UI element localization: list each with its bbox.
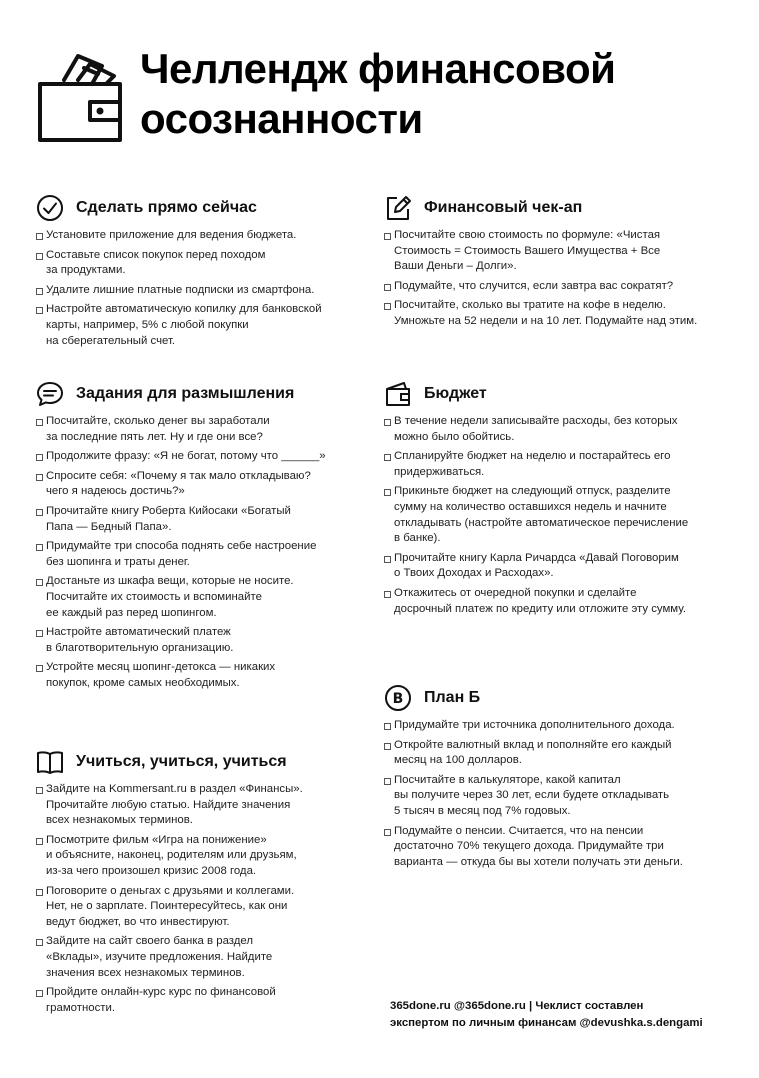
checklist-item: Спросите себя: «Почему я так мало откладываю? чего я надеюсь достичь?» [36,469,376,500]
wallet-cards-icon [34,44,126,144]
checklist-item: Настройте автоматический платеж в благотворительную организацию. [36,625,376,656]
speech-bubble-icon [36,380,64,408]
checklist-item: Посчитайте в калькуляторе, какой капитал вы получите через 30 лет, если будете откладывать 5 тысяч в месяц под 7% годовых. [384,773,744,820]
letter-b-circle-icon [384,684,412,712]
check-circle-icon [36,194,64,222]
section-header [36,380,376,414]
section-reflection [36,380,376,696]
pencil-edit-icon [384,194,412,222]
section-budget [384,380,744,621]
checklist-item: Поговорите о деньгах с друзьями и коллегами. Нет, не о зарплате. Поинтересуйтесь, как они ведут бюджет, во что инвестируют. [36,884,376,931]
checklist-item: Прикиньте бюджет на следующий отпуск, разделите сумму на количество оставшихся недель и начните откладывать (настройте автоматическое перечисление в банке). [384,484,744,546]
section-header [384,194,744,228]
section-checkup [384,194,744,334]
checklist [384,228,744,330]
checklist-item: Прочитайте книгу Роберта Кийосаки «Богатый Папа — Бедный Папа». [36,504,376,535]
open-book-icon [36,748,64,776]
checklist-item: В течение недели записывайте расходы, без которых можно было обойтись. [384,414,744,445]
checklist-item: Откажитесь от очередной покупки и сделайте досрочный платеж по кредиту или отложите эту сумму. [384,586,744,617]
checklist-item: Установите приложение для ведения бюджета. [36,228,376,244]
checklist-item: Подумайте, что случится, если завтра вас сократят? [384,279,744,295]
section-title: Учиться, учиться, учиться [76,753,287,770]
section-header [384,380,744,414]
section-header [36,748,376,782]
checklist-item: Подумайте о пенсии. Считается, что на пенсии достаточно 70% текущего дохода. Придумайте три варианта — откуда бы вы хотели получать эти деньги. [384,824,744,871]
icon-letter: B [392,691,404,707]
section-header [36,194,376,228]
footer-credits: 365done.ru @365done.ru | Чеклист составлен экспертом по личным финансам @devushka.s.dengami [390,1000,703,1029]
checklist-item: Составьте список покупок перед походом за продуктами. [36,248,376,279]
checklist-item: Зайдите на Kommersant.ru в раздел «Финансы». Прочитайте любую статью. Найдите значения всех незнакомых терминов. [36,782,376,829]
checklist-item: Посчитайте, сколько денег вы заработали за последние пять лет. Ну и где они все? [36,414,376,445]
checklist-item: Продолжите фразу: «Я не богат, потому что ______» [36,449,376,465]
section-title: Финансовый чек-ап [424,199,583,216]
checklist-item: Придумайте три источника дополнительного дохода. [384,718,744,734]
section-do-now [36,194,376,353]
checklist-item: Посмотрите фильм «Игра на понижение» и объясните, наконец, родителям или друзьям, из-за чего произошел кризис 2008 года. [36,833,376,880]
checklist [36,782,376,1016]
checklist-item: Пройдите онлайн-курс курс по финансовой грамотности. [36,985,376,1016]
section-plan-b [384,684,744,874]
checklist-item: Зайдите на сайт своего банка в раздел «Вклады», изучите предложения. Найдите значения всех незнакомых терминов. [36,934,376,981]
checklist-item: Спланируйте бюджет на неделю и постарайтесь его придерживаться. [384,449,744,480]
section-title: Сделать прямо сейчас [76,199,257,216]
checklist-item: Удалите лишние платные подписки из смартфона. [36,283,376,299]
checklist [384,718,744,870]
checklist-item: Посчитайте, сколько вы тратите на кофе в неделю. Умножьте на 52 недели и на 10 лет. Подумайте над этим. [384,298,744,329]
section-title: Задания для размышления [76,385,295,402]
checklist [36,228,376,349]
page-title: Челлендж финансовой осознанности [140,45,616,142]
checklist [36,414,376,692]
section-header [384,684,744,718]
section-title: План Б [424,689,481,706]
wallet-icon [384,380,412,408]
section-title: Бюджет [424,385,487,402]
checklist-item: Посчитайте свою стоимость по формуле: «Чистая Стоимость = Стоимость Вашего Имущества + Все Ваши Деньги – Долги». [384,228,744,275]
checklist-item: Придумайте три способа поднять себе настроение без шопинга и траты денег. [36,539,376,570]
checklist-item: Устройте месяц шопинг-детокса — никаких покупок, кроме самых необходимых. [36,660,376,691]
checklist-item: Откройте валютный вклад и пополняйте его каждый месяц на 100 долларов. [384,738,744,769]
checklist-item: Настройте автоматическую копилку для банковской карты, например, 5% с любой покупки на сберегательный счет. [36,302,376,349]
checklist-item: Прочитайте книгу Карла Ричардса «Давай Поговорим о Твоих Доходах и Расходах». [384,551,744,582]
checklist-item: Достаньте из шкафа вещи, которые не носите. Посчитайте их стоимость и вспоминайте ее каждый раз перед шопингом. [36,574,376,621]
section-learn [36,748,376,1020]
checklist [384,414,744,617]
